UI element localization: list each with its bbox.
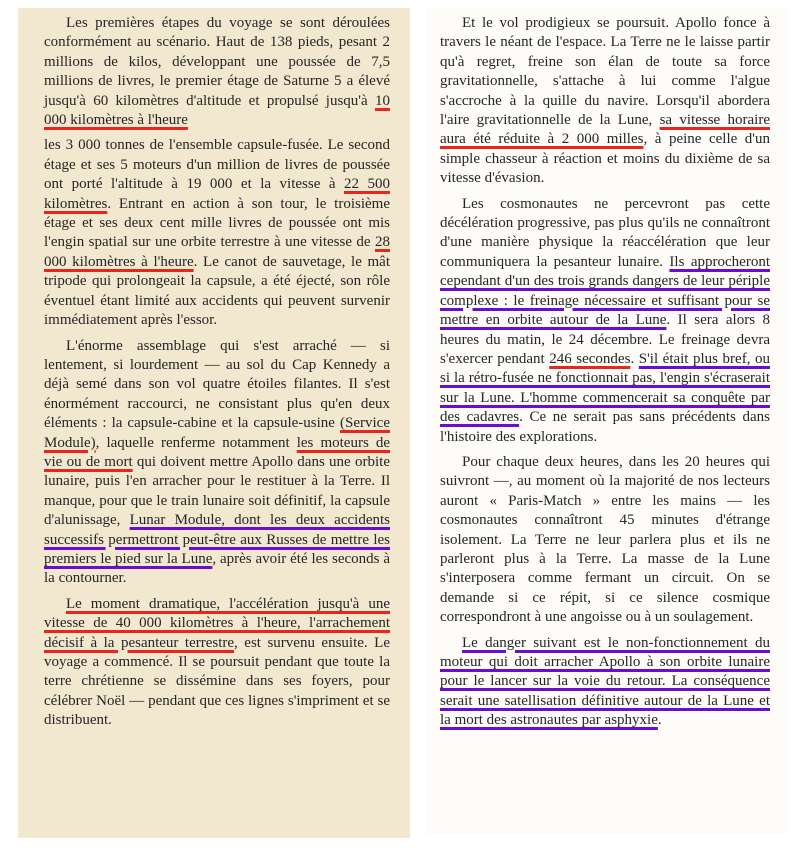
body-text: , après avoir été les seconds à la contourner. <box>44 550 391 587</box>
body-text: Les cosmonautes ne percevront pas cette décélération progressive, pas plus qu'ils ne connaîtront d'une manière physique la réaccélération que leur communiquera la pesanteur lunaire. <box>440 195 770 270</box>
body-text: Pour chaque deux heures, dans les 20 heures qui suivront —, au moment où la majorité de nos lecteurs auront « Paris-Match » entre les mains — les cosmonautes connaîtront 45 minutes d'étrange isolement. La Terre ne leur parlera plus et ils ne parleront plus à la Terre. La masse de la Lune s'interposera comme fermant un circuit. On se demande si ce répit, si ce silence cosmique correspondront à une angoisse ou à un soulagement. <box>440 453 770 626</box>
paragraph <box>44 136 390 330</box>
paragraph <box>44 337 390 589</box>
article-left-column <box>18 8 410 838</box>
paragraph <box>440 195 770 447</box>
body-text: . <box>657 712 662 729</box>
paragraph <box>440 14 770 189</box>
article-right-column <box>426 8 788 834</box>
body-text: . Le canot de sauvetage, le mât tripode qui prolongeait la capsule, a été éjecté, son rôle éventuel étant limité aux accidents qui peuvent survenir immédiatement après l'essor. <box>44 253 391 329</box>
body-text: L'énorme assemblage qui s'est arraché — si lentement, si lourdement — au sol du Cap Kennedy a déjà semé dans son vol quatre étoiles filantes. Il s'est énormément raccourci, ne consistant plus qu'en deux éléments : la capsule-cabine et la capsule-usine <box>44 337 390 432</box>
body-text: Les premières étapes du voyage se sont déroulées conformément au scénario. Haut de 138 pieds, pesant 2 millions de kilos, développant une poussée de 7,5 millions de livres, le premier étage de Saturne 5 a élevé jusqu'à 60 kilomètres d'altitude et propulsé jusqu'à <box>44 15 390 109</box>
paragraph <box>440 453 770 628</box>
red-underlined-text: 28 000 kilomètres à l'heure <box>44 234 390 270</box>
body-text: . <box>630 350 639 367</box>
body-text: , est survenu ensuite. Le voyage a commencé. Il se poursuit pendant que toute la terre chrétienne se dissémine dans ses foyers, pour célébrer Noël — pendant que ces lignes s'impriment et se distribuent. <box>44 634 390 729</box>
purple-underlined-text: Ils approcheront cependant d'un des trois grands dangers de leur périple complexe : le freinage nécessaire et suffisant pour se mettre en orbite autour de la Lune <box>440 253 770 329</box>
paragraph <box>44 595 390 731</box>
red-underlined-text: 246 secondes <box>549 350 631 367</box>
purple-underlined-text: S'il était plus bref, ou si la rétro-fusée ne fonctionnait pas, l'engin s'écraserait sur la Lune. L'homme commencerait sa conquête par des cadavres <box>440 350 770 426</box>
body-text: . Entrant en action à son tour, le troisième étage et ses deux cent mille livres de poussée ont mis l'engin spatial sur une orbite terrestre à une vitesse de <box>44 195 390 251</box>
purple-underlined-text: Le danger suivant est le non-fonctionnement du moteur qui doit arracher Apollo à son orbite lunaire pour le lancer sur la voie du retour. La conséquence serait une satellisation définitive autour de la Lune et la mort des astronautes par asphyxie <box>440 634 770 729</box>
red-underlined-text: Le moment dramatique, l'accélération jusqu'à une vitesse de 40 000 kilomètres à l'heure, l'arrachement décisif à la pesanteur terrestre <box>44 595 390 651</box>
paragraph <box>44 14 390 130</box>
red-underlined-text: sa vitesse horaire aura été réduite à 2 000 milles <box>440 112 770 148</box>
body-text: . Ce ne serait pas sans précédents dans l'histoire des explorations. <box>440 409 770 445</box>
body-text: , laquelle renferme notamment <box>95 434 297 451</box>
paragraph <box>440 634 770 731</box>
red-underlined-text: 10 000 kilomètres à l'heure <box>44 92 390 129</box>
body-text: qui doivent mettre Apollo dans une orbite lunaire, puis l'en arracher pour le restituer à la Terre. Il manque, pour que le train lunaire soit définitif, la capsule d'alunissage, <box>44 453 390 529</box>
body-text: Et le vol prodigieux se poursuit. Apollo fonce à travers le néant de l'espace. La Terre ne le laisse partir qu'à regret, freine son élan de toute sa force gravitationnelle, s'attache à lui comme l'algue s'accroche à la quille du navire. Lorsqu'il abordera l'aire gravitationnelle de la Lune, <box>440 15 770 129</box>
purple-underlined-text: Lunar Module, dont les deux accidents successifs permettront peut-être aux Russes de mettre les premiers le pied sur la Lune <box>44 512 390 567</box>
red-underlined-text: les moteurs de vie ou de mort <box>44 434 390 470</box>
body-text: . Il sera alors 8 heures du matin, le 24 décembre. Le freinage devra s'exercer pendant <box>440 312 770 367</box>
red-underlined-text: (Service Module) <box>44 415 390 451</box>
body-text: , à peine celle d'un simple chasseur à réaction et moins du dixième de sa vitesse d'évasion. <box>440 131 771 187</box>
body-text: les 3 000 tonnes de l'ensemble capsule-fusée. Le second étage et ses 5 moteurs d'un million de livres de poussée ont porté l'altitude à 19 000 et la vitesse à <box>44 137 390 193</box>
red-underlined-text: 22 500 kilomètres <box>44 176 391 212</box>
